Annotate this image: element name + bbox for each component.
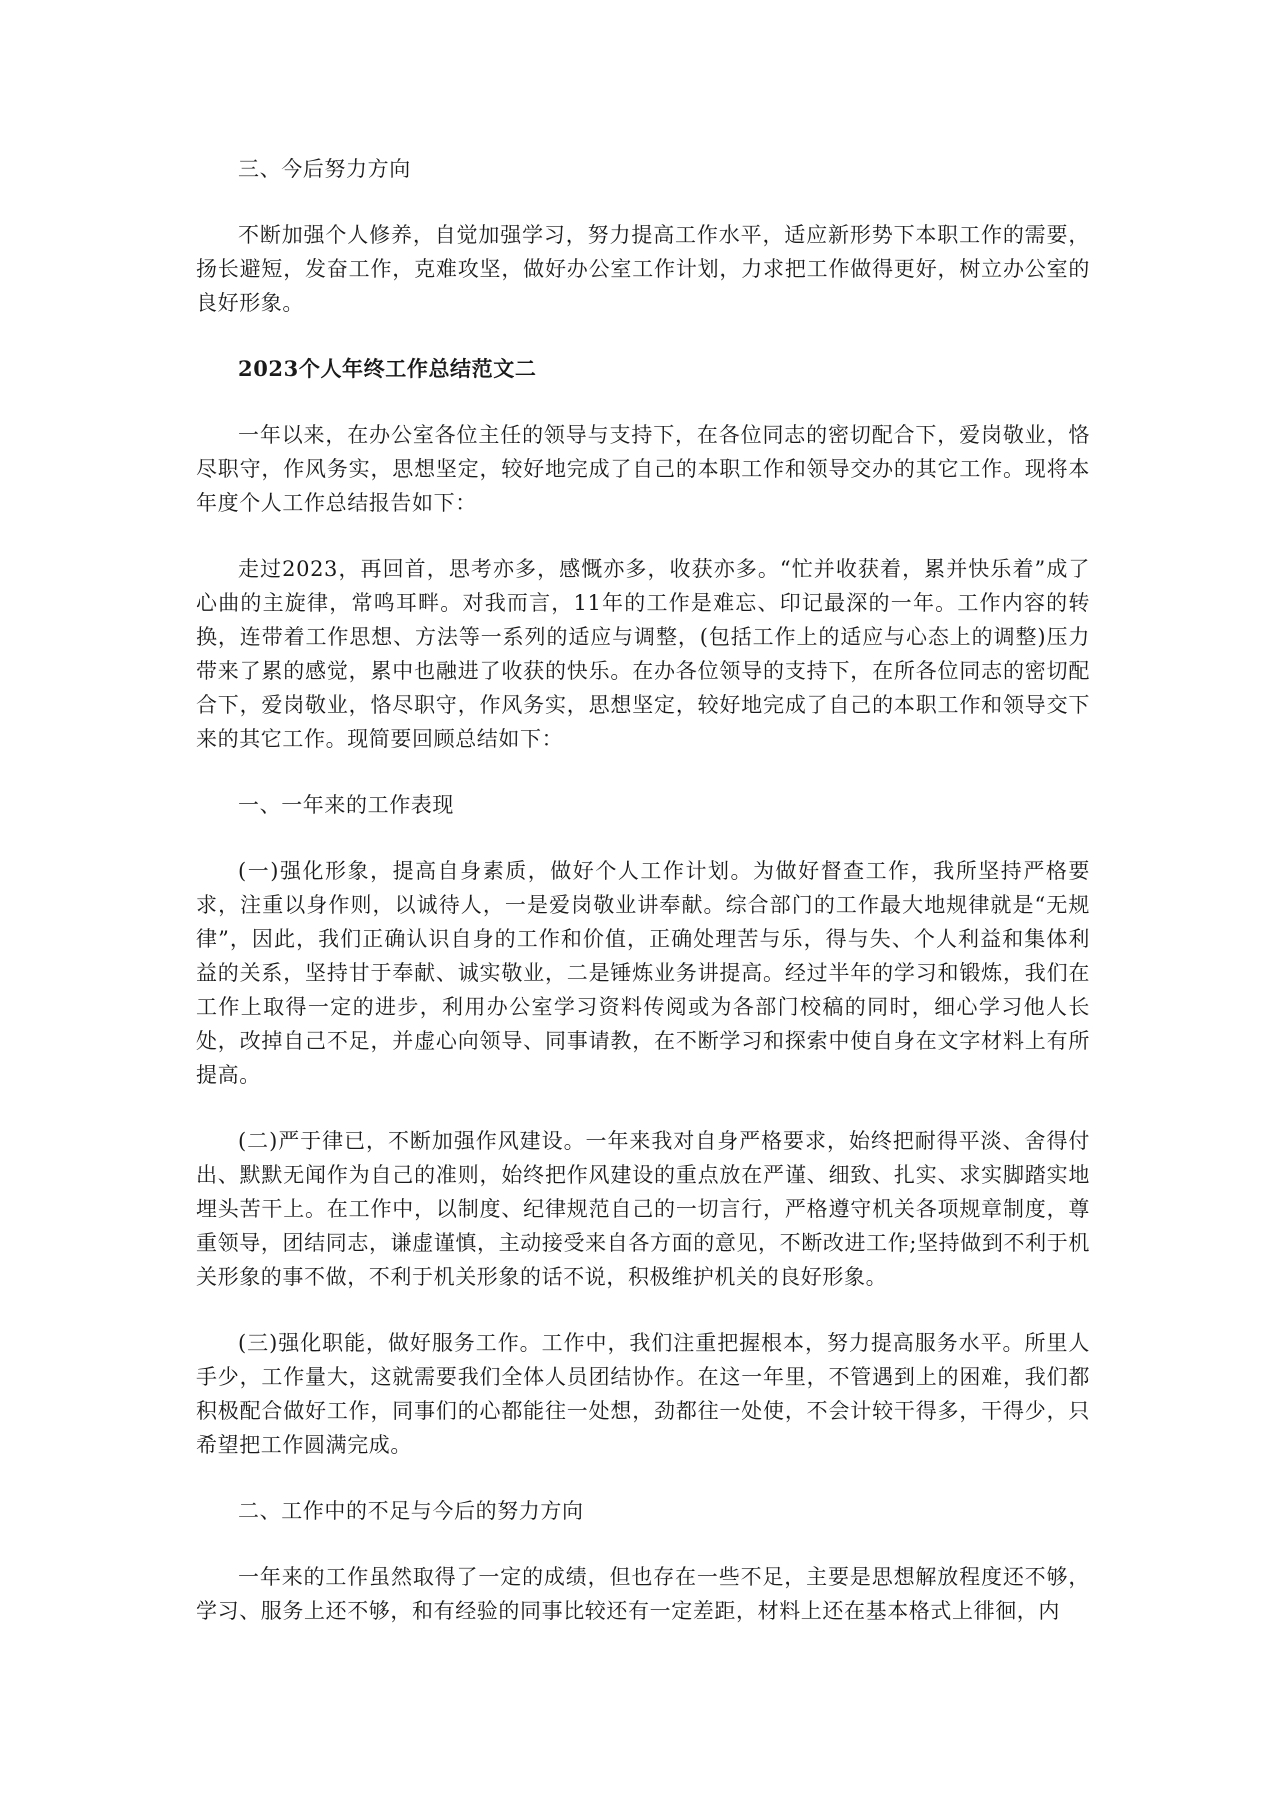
paragraph-shortcomings: 一年来的工作虽然取得了一定的成绩，但也存在一些不足，主要是思想解放程度还不够，学习、服务上还不够，和有经验的同事比较还有一定差距，材料上还在基本格式上徘徊，内 [196,1565,1090,1623]
paragraph-future-direction: 不断加强个人修养，自觉加强学习，努力提高工作水平，适应新形势下本职工作的需要，扬长避短，发奋工作，克难攻坚，做好办公室工作计划，力求把工作做得更好，树立办公室的良好形象。 [196,223,1090,315]
paragraph-item-3: (三)强化职能，做好服务工作。工作中，我们注重把握根本，努力提高服务水平。所里人手少，工作量大，这就需要我们全体人员团结协作。在这一年里，不管遇到上的困难，我们都积极配合做好工作，同事们的心都能往一处想，劲都往一处使，不会计较干得多，干得少，只希望把工作圆满完成。 [196,1331,1090,1457]
document-page [196,152,1090,1628]
paragraph-item-2: (二)严于律已，不断加强作风建设。一年来我对自身严格要求，始终把耐得平淡、舍得付出、默默无闻作为自己的准则，始终把作风建设的重点放在严谨、细致、扎实、求实脚踏实地埋头苦干上。在工作中，以制度、纪律规范自己的一切言行，严格遵守机关各项规章制度，尊重领导，团结同志，谦虚谨慎，主动接受来自各方面的意见，不断改进工作;坚持做到不利于机关形象的事不做，不利于机关形象的话不说，积极维护机关的良好形象。 [196,1129,1090,1289]
paragraph-item-1: (一)强化形象，提高自身素质，做好个人工作计划。为做好督查工作，我所坚持严格要求，注重以身作则，以诚待人，一是爱岗敬业讲奉献。综合部门的工作最大地规律就是“无规律”，因此，我们正确认识自身的工作和价值，正确处理苦与乐，得与失、个人利益和集体利益的关系，坚持甘于奉献、诚实敬业，二是锤炼业务讲提高。经过半年的学习和锻炼，我们在工作上取得一定的进步，利用办公室学习资料传阅或为各部门校稿的同时，细心学习他人长处，改掉自己不足，并虚心向领导、同事请教，在不断学习和探索中使自身在文字材料上有所提高。 [196,859,1090,1087]
paragraph-review: 走过2023，再回首，思考亦多，感慨亦多，收获亦多。“忙并收获着，累并快乐着”成了心曲的主旋律，常鸣耳畔。对我而言，11年的工作是难忘、印记最深的一年。工作内容的转换，连带着工作思想、方法等一系列的适应与调整，(包括工作上的适应与心态上的调整)压力带来了累的感觉，累中也融进了收获的快乐。在办各位领导的支持下，在所各位同志的密切配合下，爱岗敬业，恪尽职守，作风务实，思想坚定，较好地完成了自己的本职工作和领导交下来的其它工作。现简要回顾总结如下： [196,557,1090,751]
section-heading-future-direction: 三、今后努力方向 [238,157,411,181]
section-heading-shortcomings: 二、工作中的不足与今后的努力方向 [238,1499,584,1523]
paragraph-intro: 一年以来，在办公室各位主任的领导与支持下，在各位同志的密切配合下，爱岗敬业，恪尽职守，作风务实，思想坚定，较好地完成了自己的本职工作和领导交办的其它工作。现将本年度个人工作总结报告如下： [196,423,1090,515]
document-title: 2023个人年终工作总结范文二 [238,356,537,381]
section-heading-performance: 一、一年来的工作表现 [238,793,454,817]
